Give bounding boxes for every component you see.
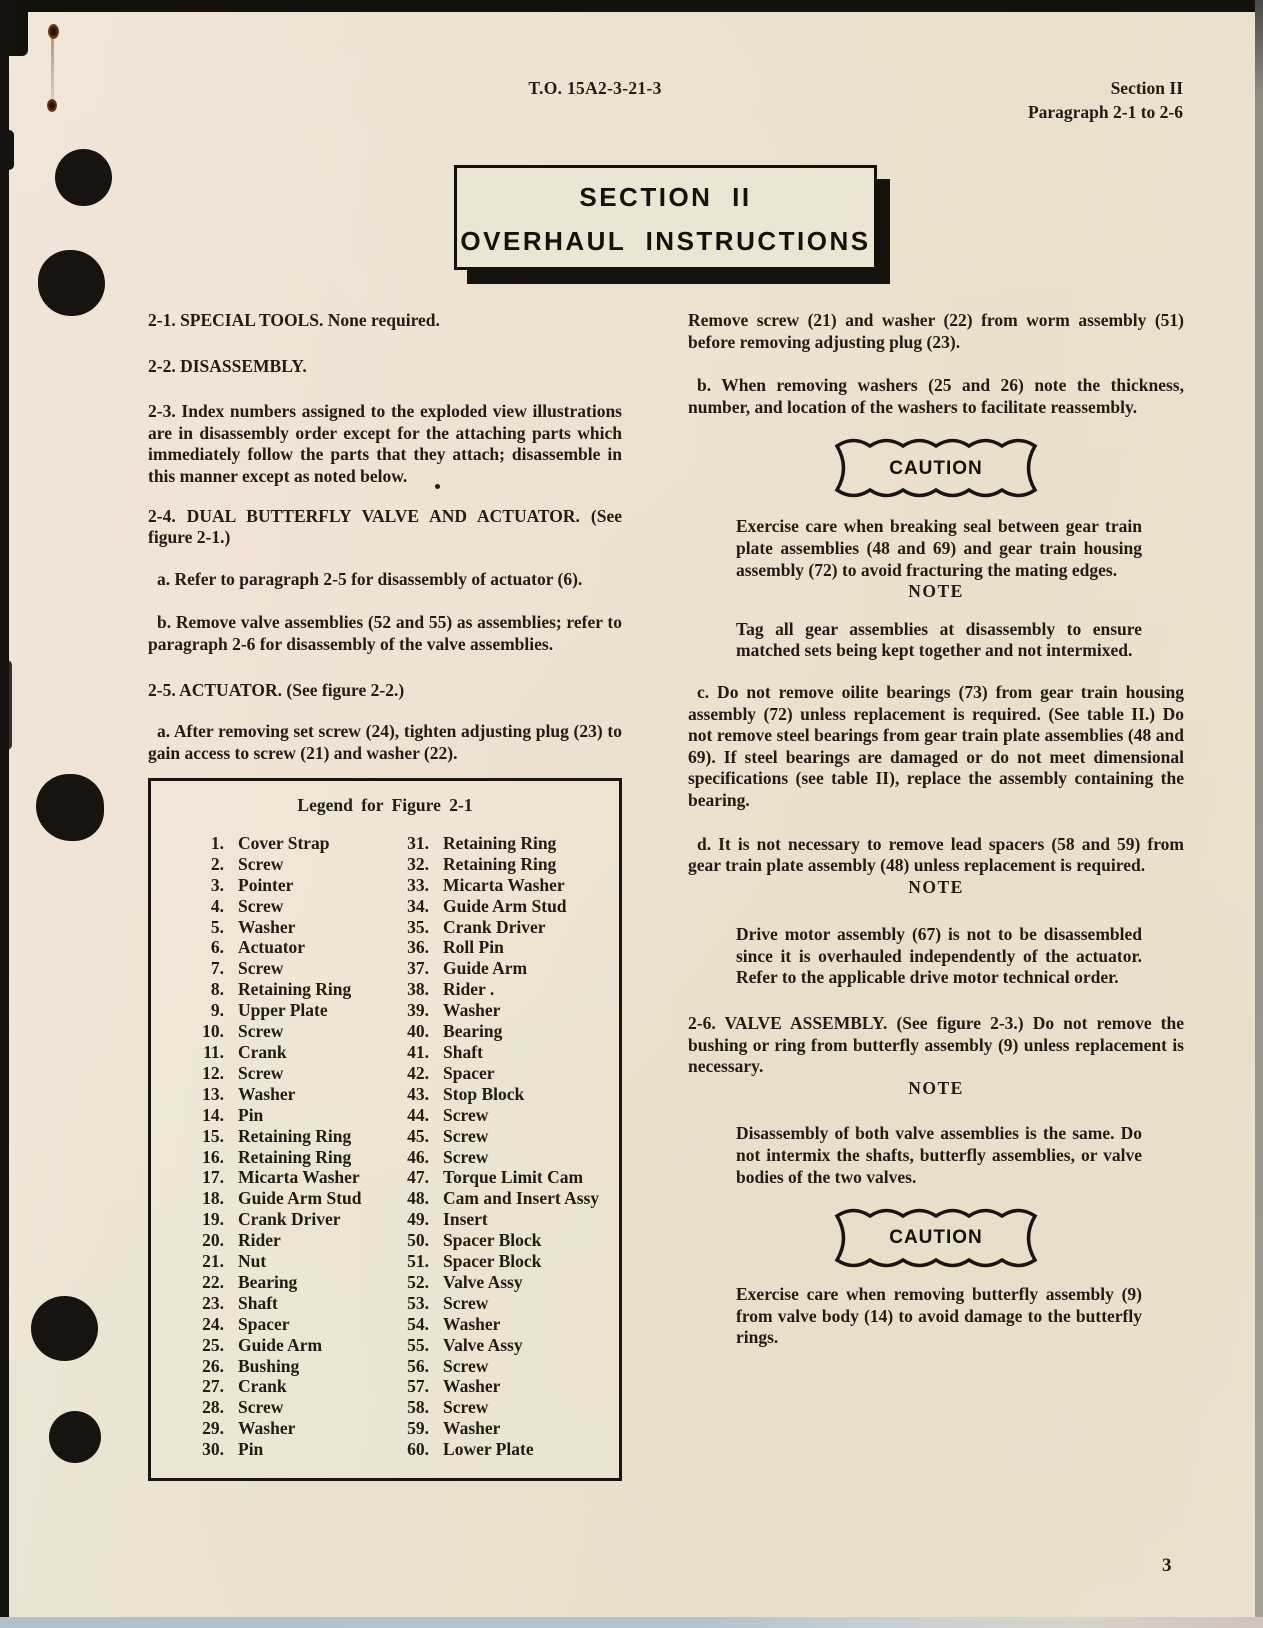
legend-row [396, 1126, 611, 1147]
caution-body: Exercise care when removing butterfly assembly (9) from valve body (14) to avoid damage to the butterfly rings. [736, 1284, 1142, 1348]
legend-item-number: 13. [202, 1083, 224, 1104]
legend-item-label: Washer [443, 1000, 501, 1021]
legend-row [191, 854, 390, 875]
legend-item-label: Stop Block [443, 1083, 525, 1104]
legend-item-number: 41. [407, 1041, 430, 1062]
legend-item-number: 5. [210, 916, 224, 937]
legend-item-label: Actuator [238, 937, 306, 958]
legend-row [191, 1251, 390, 1272]
legend-item-number: 33. [407, 874, 430, 895]
section-title-box [454, 165, 877, 270]
legend-item-number: 49. [407, 1209, 430, 1230]
legend-item-label: Rider . [443, 979, 495, 1000]
legend-item-label: Guide Arm Stud [238, 1188, 362, 1209]
legend-item-number: 23. [202, 1292, 224, 1313]
punch-hole-dot [55, 149, 112, 206]
caution-label: CAUTION [889, 457, 983, 479]
legend-row [396, 1167, 611, 1188]
legend-item-label: Micarta Washer [238, 1167, 360, 1188]
note-body: Drive motor assembly (67) is not to be disassembled since it is overhauled independently of the actuator. Refer to the applicable drive motor technical order. [736, 924, 1142, 988]
legend-row [396, 1000, 611, 1021]
legend-row [191, 896, 390, 917]
legend-item-label: Pin [238, 1439, 264, 1460]
legend-item-number: 8. [210, 979, 224, 1000]
punch-hole-dot [31, 1296, 98, 1361]
legend-row [191, 917, 390, 938]
legend-row [396, 1084, 611, 1105]
legend-item-label: Spacer [443, 1062, 495, 1083]
legend-item-label: Guide Arm [238, 1334, 323, 1355]
legend-item-label: Shaft [443, 1041, 483, 1062]
note-heading: NOTE [908, 1077, 964, 1098]
legend-item-label: Washer [238, 1083, 296, 1104]
legend-item-label: Micarta Washer [443, 874, 565, 895]
legend-row [191, 1105, 390, 1126]
legend-item-label: Roll Pin [443, 937, 504, 958]
legend-row [191, 1021, 390, 1042]
legend-item-number: 7. [210, 958, 224, 979]
legend-item-number: 38. [407, 979, 430, 1000]
paragraph-2-4b: b. Remove valve assemblies (52 and 55) as assemblies; refer to paragraph 2-6 for disassembly of the valve assemblies. [148, 612, 622, 654]
legend-row [191, 1314, 390, 1335]
legend-item-label: Crank [238, 1041, 287, 1062]
punch-hole-dot [36, 774, 104, 841]
paragraph-2-5d: d. It is not necessary to remove lead spacers (58 and 59) from gear train plate assembly (48) unless replacement is required. [688, 833, 1184, 876]
legend-item-label: Screw [443, 1125, 489, 1146]
scan-left-edge-bump [0, 130, 14, 170]
section-title-line2: OVERHAUL INSTRUCTIONS [460, 226, 871, 256]
legend-item-label: Washer [443, 1376, 501, 1397]
legend-row [191, 1000, 390, 1021]
legend-item-number: 51. [407, 1251, 430, 1272]
legend-item-number: 34. [407, 895, 430, 916]
paragraph-2-5c: c. Do not remove oilite bearings (73) from gear train housing assembly (72) unless replacement is required. (See table II.) Do not remove steel bearings from gear train plate assemblies (48 and 69). If steel bearings are damaged or do not meet dimensional specifications (see table II), replace the assembly containing the bearing. [688, 681, 1184, 810]
legend-row [396, 917, 611, 938]
legend-item-label: Retaining Ring [443, 832, 557, 853]
legend-item-number: 35. [407, 916, 430, 937]
legend-row [191, 1356, 390, 1377]
legend-row [191, 1439, 390, 1460]
legend-item-number: 48. [407, 1188, 430, 1209]
legend-item-label: Spacer Block [443, 1251, 542, 1272]
legend-row [396, 1042, 611, 1063]
legend-row [396, 833, 611, 854]
legend-item-label: Screw [238, 853, 284, 874]
legend-item-number: 25. [202, 1334, 224, 1355]
legend-row [191, 1293, 390, 1314]
legend-item-label: Pin [238, 1104, 264, 1125]
legend-item-label: Valve Assy [443, 1271, 523, 1292]
legend-item-label: Retaining Ring [443, 853, 557, 874]
legend-item-label: Upper Plate [238, 1000, 328, 1021]
legend-item-label: Retaining Ring [238, 1125, 352, 1146]
header-section-reference [1028, 76, 1183, 124]
legend-row [191, 1335, 390, 1356]
scan-top-edge [0, 0, 1263, 12]
scan-right-edge [1255, 0, 1263, 1628]
legend-item-number: 45. [407, 1125, 430, 1146]
legend-item-number: 26. [202, 1355, 224, 1376]
legend-item-number: 30. [202, 1439, 224, 1460]
legend-row [191, 1063, 390, 1084]
legend-item-number: 14. [202, 1104, 224, 1125]
legend-row [396, 1439, 611, 1460]
scan-bottom-edge [0, 1617, 1263, 1628]
paragraph-2-5b: b. When removing washers (25 and 26) note the thickness, number, and location of the washers to facilitate reassembly. [688, 375, 1184, 417]
legend-item-label: Screw [443, 1104, 489, 1125]
legend-item-number: 18. [202, 1188, 224, 1209]
legend-item-label: Screw [238, 1021, 284, 1042]
legend-row [396, 1209, 611, 1230]
legend-row [396, 1356, 611, 1377]
legend-row [396, 979, 611, 1000]
header-paragraph-range: Paragraph 2-1 to 2-6 [1027, 102, 1183, 122]
legend-column-left [159, 833, 390, 1460]
legend-row [191, 937, 390, 958]
legend-item-number: 22. [202, 1271, 224, 1292]
legend-item-number: 40. [407, 1021, 430, 1042]
legend-row [396, 1314, 611, 1335]
legend-item-number: 11. [203, 1041, 224, 1062]
legend-item-label: Pointer [238, 874, 294, 895]
caution-label: CAUTION [889, 1227, 983, 1249]
legend-row [191, 958, 390, 979]
legend-row [191, 1167, 390, 1188]
legend-row [191, 1126, 390, 1147]
legend-row [191, 979, 390, 1000]
legend-item-label: Washer [238, 1418, 296, 1439]
legend-item-number: 2. [210, 853, 224, 874]
legend-item-number: 55. [407, 1334, 430, 1355]
legend-item-number: 59. [407, 1418, 430, 1439]
legend-item-label: Guide Arm [443, 958, 528, 979]
legend-item-number: 36. [407, 937, 430, 958]
legend-item-number: 60. [407, 1439, 430, 1460]
punch-hole-dot [38, 250, 105, 316]
legend-row [396, 1376, 611, 1397]
technical-order-number: T.O. 15A2-3-21-3 [528, 78, 662, 98]
legend-item-label: Screw [443, 1292, 489, 1313]
legend-row [396, 937, 611, 958]
legend-item-number: 44. [407, 1104, 430, 1125]
legend-item-label: Screw [238, 1062, 284, 1083]
legend-item-label: Spacer [238, 1313, 290, 1334]
paragraph-2-3: 2-3. Index numbers assigned to the exploded view illustrations are in disassembly order except for the attaching parts which immediately follow the parts that they attach; disassemble in this manner except as noted below. [148, 401, 622, 486]
legend-table [148, 778, 622, 1481]
legend-item-number: 28. [202, 1397, 224, 1418]
legend-item-number: 46. [407, 1146, 430, 1167]
legend-item-number: 3. [210, 874, 224, 895]
scan-left-edge [0, 0, 9, 1628]
legend-item-label: Washer [238, 916, 296, 937]
header-section: Section II [1110, 78, 1183, 98]
legend-item-number: 54. [407, 1313, 430, 1334]
rust-streak [51, 36, 54, 102]
legend-title: Legend for Figure 2-1 [297, 795, 473, 816]
paragraph-2-5: 2-5. ACTUATOR. (See figure 2-2.) [148, 679, 405, 700]
legend-item-number: 27. [202, 1376, 224, 1397]
caution-body: Exercise care when breaking seal between gear train plate assemblies (48 and 69) and gear train housing assembly (72) to avoid fracturing the mating edges. [736, 516, 1142, 580]
punch-hole-dot [49, 1411, 101, 1463]
legend-item-label: Bearing [443, 1021, 503, 1042]
legend-item-label: Screw [443, 1146, 489, 1167]
legend-item-label: Cover Strap [238, 832, 330, 853]
legend-row [396, 1147, 611, 1168]
legend-row [396, 1251, 611, 1272]
legend-item-label: Screw [443, 1355, 489, 1376]
legend-item-label: Washer [443, 1418, 501, 1439]
legend-row [191, 1042, 390, 1063]
legend-item-label: Lower Plate [443, 1439, 534, 1460]
legend-row [191, 1376, 390, 1397]
note-body: Disassembly of both valve assemblies is the same. Do not intermix the shafts, butterfly assemblies, or valve bodies of the two valves. [736, 1123, 1142, 1187]
legend-row [191, 1230, 390, 1251]
legend-row [396, 896, 611, 917]
legend-item-number: 39. [407, 1000, 430, 1021]
legend-item-number: 1. [210, 832, 224, 853]
legend-row [396, 958, 611, 979]
legend-row [191, 1418, 390, 1439]
legend-item-number: 58. [407, 1397, 430, 1418]
paragraph-2-6: 2-6. VALVE ASSEMBLY. (See figure 2-3.) Do not remove the bushing or ring from butterfly assembly (9) unless replacement is necessary. [688, 1013, 1184, 1077]
legend-item-number: 20. [202, 1230, 224, 1251]
legend-row [191, 1397, 390, 1418]
legend-item-number: 17. [202, 1167, 224, 1188]
legend-row [396, 1188, 611, 1209]
legend-item-number: 31. [407, 832, 430, 853]
legend-item-label: Retaining Ring [238, 1146, 352, 1167]
legend-item-number: 42. [407, 1062, 430, 1083]
legend-row [396, 1418, 611, 1439]
legend-item-label: Cam and Insert Assy [443, 1188, 600, 1209]
legend-item-label: Shaft [238, 1292, 278, 1313]
note-heading: NOTE [908, 581, 964, 602]
note-body: Tag all gear assemblies at disassembly to ensure matched sets being kept together and not intermixed. [736, 618, 1142, 661]
paragraph-continuation: Remove screw (21) and washer (22) from worm assembly (51) before removing adjusting plug (23). [688, 310, 1184, 352]
legend-item-label: Torque Limit Cam [443, 1167, 584, 1188]
legend-row [191, 875, 390, 896]
legend-row [396, 1230, 611, 1251]
legend-columns [159, 833, 611, 1460]
legend-item-number: 12. [202, 1062, 224, 1083]
legend-item-number: 21. [202, 1251, 224, 1272]
legend-item-number: 19. [202, 1209, 224, 1230]
legend-item-number: 10. [202, 1021, 224, 1042]
paragraph-2-1: 2-1. SPECIAL TOOLS. None required. [148, 310, 440, 330]
left-column [148, 300, 622, 1481]
page-number: 3 [1162, 1555, 1172, 1576]
legend-item-number: 43. [407, 1083, 430, 1104]
legend-row [191, 1209, 390, 1230]
legend-column-right [390, 833, 611, 1460]
legend-item-number: 56. [407, 1355, 430, 1376]
legend-item-number: 6. [210, 937, 224, 958]
legend-item-label: Screw [238, 895, 284, 916]
legend-item-label: Guide Arm Stud [443, 895, 567, 916]
legend-item-label: Bearing [238, 1271, 298, 1292]
legend-item-number: 53. [407, 1292, 430, 1313]
paragraph-2-5a: a. After removing set screw (24), tighten adjusting plug (23) to gain access to screw (21) and washer (22). [148, 721, 622, 763]
legend-item-number: 24. [202, 1313, 224, 1334]
legend-item-label: Bushing [238, 1355, 300, 1376]
caution-box [825, 1206, 1047, 1270]
legend-row [396, 1063, 611, 1084]
legend-row [191, 1147, 390, 1168]
legend-item-label: Screw [238, 1397, 284, 1418]
legend-row [396, 1335, 611, 1356]
legend-item-label: Insert [443, 1209, 488, 1230]
legend-item-number: 57. [407, 1376, 430, 1397]
paragraph-2-2: 2-2. DISASSEMBLY. [148, 355, 307, 376]
section-title-line1: SECTION II [579, 182, 752, 212]
scan-left-edge-bump [0, 660, 12, 750]
legend-row [396, 1293, 611, 1314]
right-column [688, 300, 1184, 1481]
legend-item-label: Valve Assy [443, 1334, 523, 1355]
legend-row [191, 833, 390, 854]
legend-item-label: Retaining Ring [238, 979, 352, 1000]
legend-item-label: Crank [238, 1376, 287, 1397]
caution-box [825, 436, 1047, 500]
legend-row [396, 854, 611, 875]
legend-row [396, 1105, 611, 1126]
legend-item-number: 29. [202, 1418, 224, 1439]
legend-row [396, 1021, 611, 1042]
paragraph-2-4a: a. Refer to paragraph 2-5 for disassembly of actuator (6). [157, 568, 583, 589]
legend-row [396, 1272, 611, 1293]
legend-item-number: 47. [407, 1167, 430, 1188]
legend-item-label: Crank Driver [238, 1209, 341, 1230]
legend-item-label: Screw [238, 958, 284, 979]
note-heading: NOTE [908, 876, 964, 897]
legend-item-number: 52. [407, 1271, 430, 1292]
legend-item-label: Washer [443, 1313, 501, 1334]
legend-item-label: Spacer Block [443, 1230, 542, 1251]
legend-row [396, 1397, 611, 1418]
legend-item-number: 50. [407, 1230, 430, 1251]
legend-item-label: Rider [238, 1230, 281, 1251]
legend-row [191, 1188, 390, 1209]
legend-row [396, 875, 611, 896]
legend-row [191, 1272, 390, 1293]
legend-item-label: Screw [443, 1397, 489, 1418]
legend-item-number: 9. [210, 1000, 224, 1021]
legend-item-number: 4. [210, 895, 224, 916]
legend-row [191, 1084, 390, 1105]
legend-item-number: 37. [407, 958, 430, 979]
two-column-body [148, 300, 1184, 1481]
legend-item-number: 16. [202, 1146, 224, 1167]
legend-item-number: 15. [202, 1125, 224, 1146]
paragraph-2-4: 2-4. DUAL BUTTERFLY VALVE AND ACTUATOR. (See figure 2-1.) [148, 505, 622, 548]
legend-item-label: Nut [238, 1251, 267, 1272]
legend-item-label: Crank Driver [443, 916, 546, 937]
legend-item-number: 32. [407, 853, 430, 874]
